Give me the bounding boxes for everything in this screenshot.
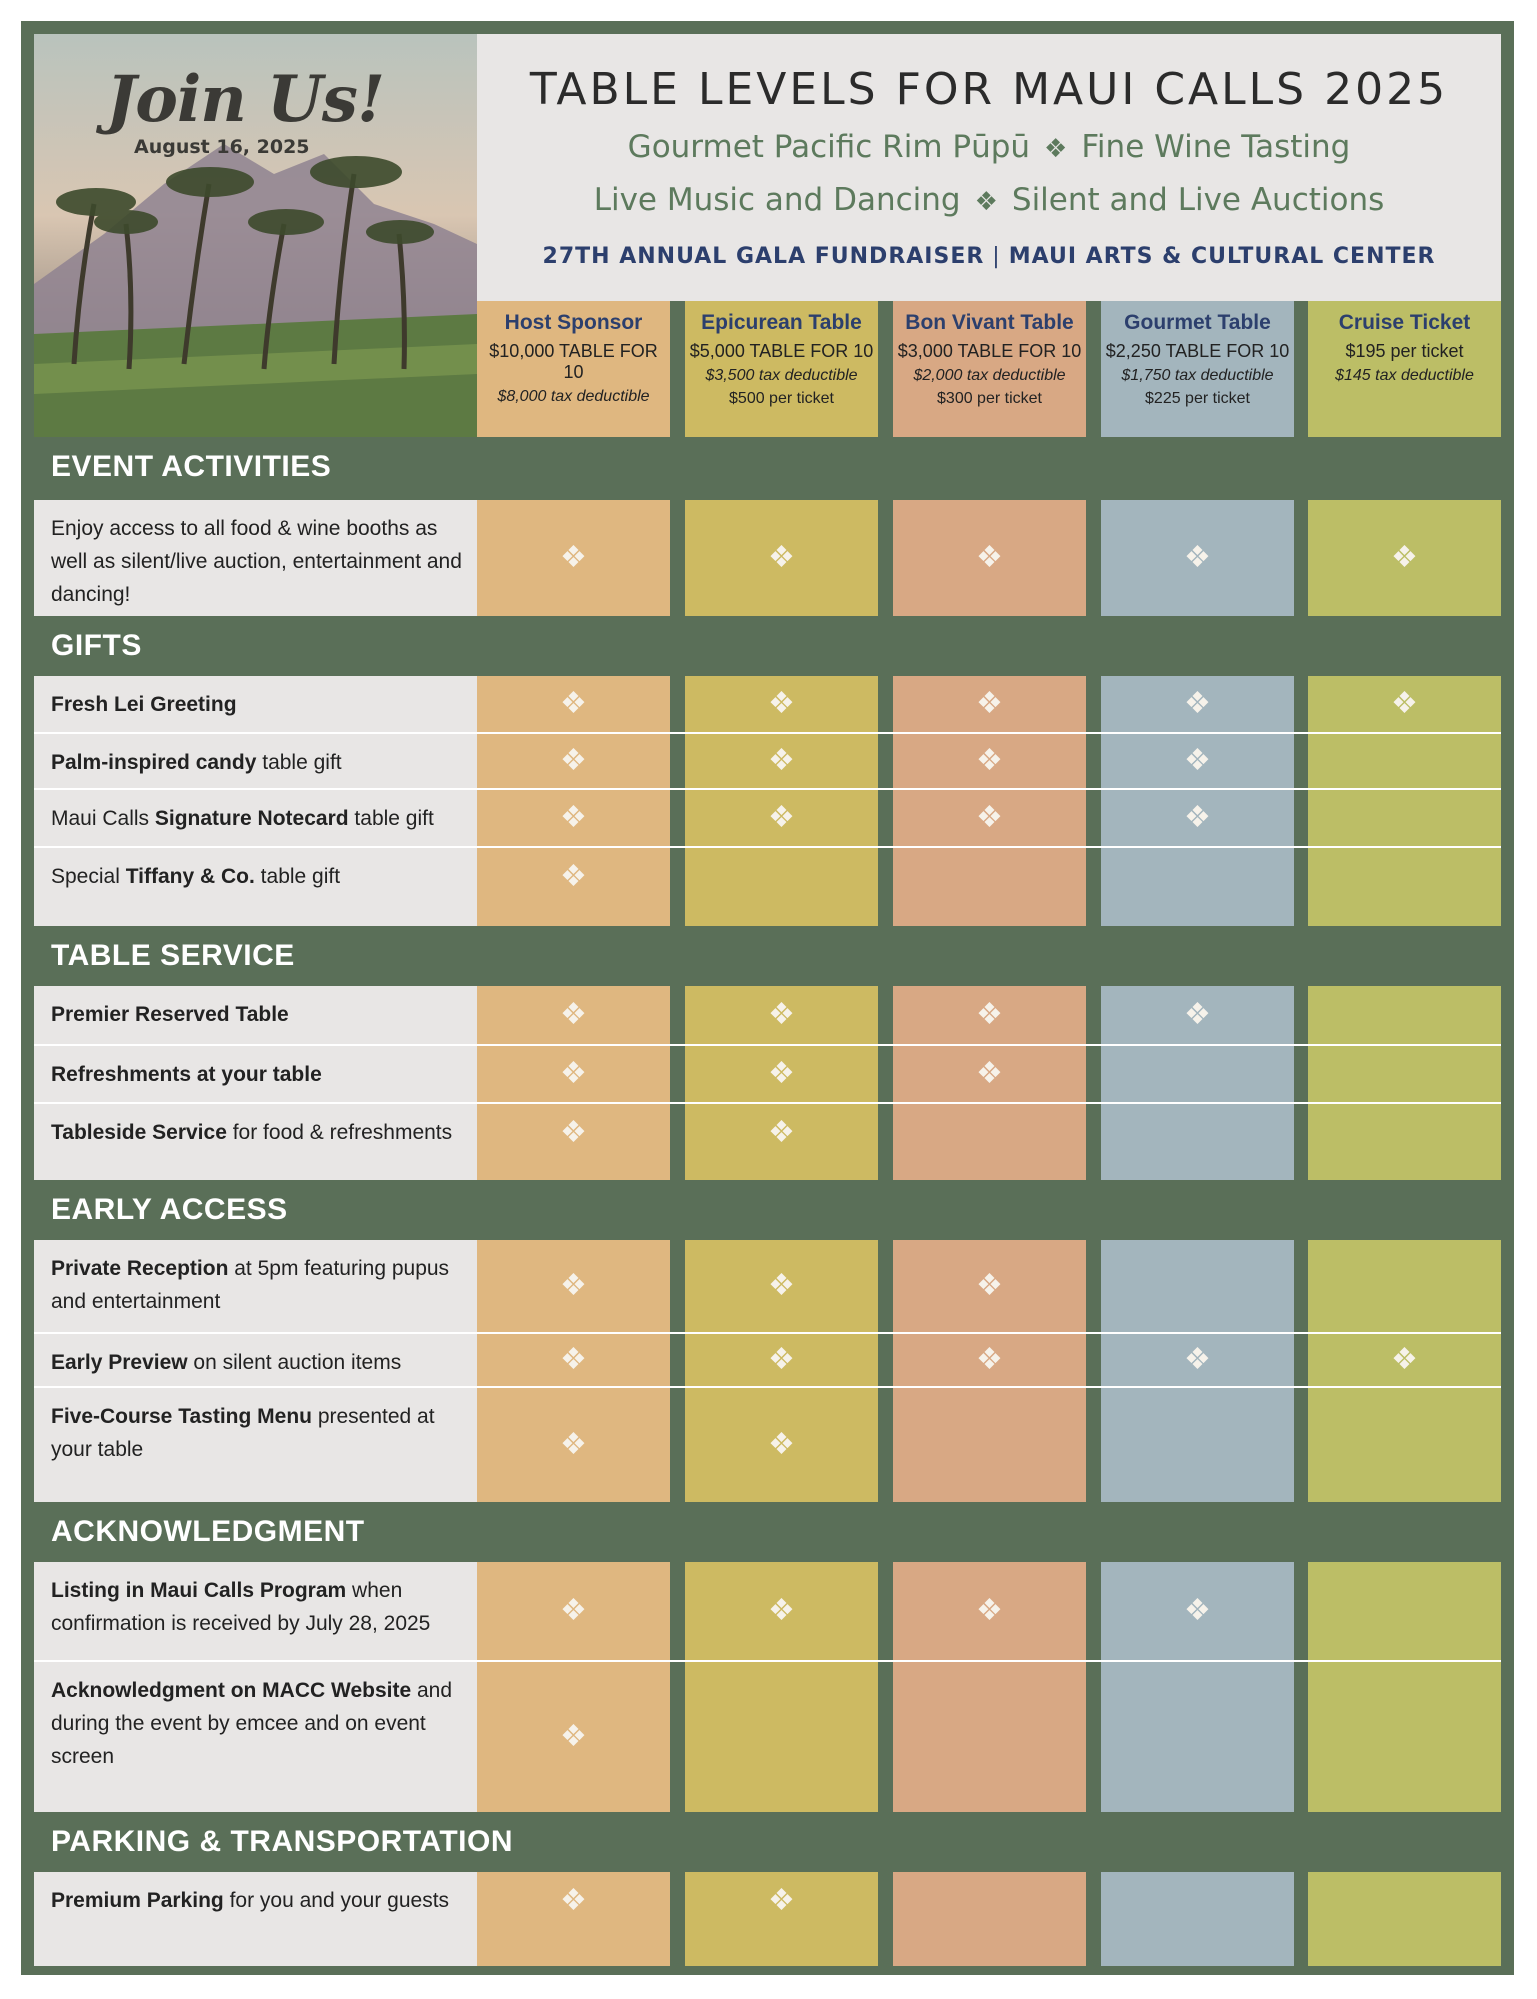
subtitle-line-1 [477,129,1501,165]
included-check-icon: ❖ [560,1884,587,1917]
included-check-icon: ❖ [1184,1343,1211,1376]
included-check-icon: ❖ [1184,801,1211,834]
cell-epicurean [685,1104,878,1180]
included-check-icon: ❖ [768,1884,795,1917]
tagline [477,244,1501,269]
benefit-label [34,1104,477,1180]
cell-gourmet [1101,500,1294,616]
cell-cruise-ticket [1308,1240,1501,1332]
section-heading: GIFTS [51,629,142,662]
benefit-label-text: table gift [348,807,434,830]
table-row [34,1562,1501,1660]
benefit-label [34,790,477,846]
palm-painting [34,34,477,437]
table-row [34,1388,1501,1502]
tier-name: Cruise Ticket [1338,311,1471,334]
cell-cruise-ticket [1308,734,1501,788]
included-check-icon: ❖ [976,687,1003,720]
included-check-icon: ❖ [976,541,1003,574]
benefit-label [34,500,477,616]
cell-epicurean [685,1662,878,1812]
included-check-icon: ❖ [560,1057,587,1090]
benefit-label-bold: Signature Notecard [154,807,349,830]
table-row [34,1662,1501,1812]
cell-gourmet [1101,1104,1294,1180]
tier-tax-deductible: $3,500 tax deductible [705,367,858,384]
cell-bon-vivant [893,790,1086,846]
benefit-label-bold: Premium Parking [51,1889,224,1912]
included-check-icon: ❖ [976,998,1003,1031]
cell-epicurean [685,1240,878,1332]
benefit-label-bold: Refreshments at your table [51,1063,322,1086]
included-check-icon: ❖ [768,1594,795,1627]
benefit-label-bold: Palm-inspired candy [51,751,257,774]
tier-price: $3,000 TABLE FOR 10 [897,341,1082,361]
cell-bon-vivant [893,676,1086,732]
cell-bon-vivant [893,1388,1086,1502]
cell-epicurean [685,1872,878,1966]
benefit-label-bold: Premier Reserved Table [51,1003,289,1026]
cell-host-sponsor [477,734,670,788]
cell-cruise-ticket [1308,1334,1501,1386]
benefit-label-text: when confirmation is received by July 28, 2025 [51,1579,431,1635]
cell-epicurean [685,1388,878,1502]
included-check-icon: ❖ [560,1428,587,1461]
separator-icon: ❖ [974,187,998,217]
included-check-icon: ❖ [768,687,795,720]
cell-epicurean [685,986,878,1044]
benefit-label [34,676,477,732]
included-check-icon: ❖ [768,1116,795,1149]
tier-header-cruise-ticket [1308,301,1501,437]
cell-host-sponsor [477,1240,670,1332]
cell-bon-vivant [893,500,1086,616]
cell-gourmet [1101,734,1294,788]
cell-cruise-ticket [1308,1388,1501,1502]
included-check-icon: ❖ [976,1594,1003,1627]
included-check-icon: ❖ [560,860,587,893]
subtitle-item: Live Music and Dancing [593,182,961,218]
event-date: August 16, 2025 [134,136,310,158]
benefit-label-text: Special [51,865,126,888]
cell-host-sponsor [477,790,670,846]
cell-gourmet [1101,848,1294,926]
cell-gourmet [1101,1872,1294,1966]
included-check-icon: ❖ [976,1269,1003,1302]
tier-price: $195 per ticket [1345,341,1464,361]
cell-epicurean [685,848,878,926]
cell-cruise-ticket [1308,1104,1501,1180]
benefit-label-text: on silent auction items [187,1351,402,1374]
page-title: TABLE LEVELS FOR MAUI CALLS 2025 [529,64,1449,115]
included-check-icon: ❖ [1391,1343,1418,1376]
cell-epicurean [685,676,878,732]
benefit-label-text: Maui Calls [51,807,155,830]
cell-epicurean [685,500,878,616]
included-check-icon: ❖ [976,1057,1003,1090]
benefit-label-text: table gift [254,865,341,888]
benefit-label [34,1240,477,1332]
cell-host-sponsor [477,676,670,732]
benefit-label [34,1388,477,1502]
table-row [34,848,1501,926]
cell-epicurean [685,790,878,846]
cell-gourmet [1101,1334,1294,1386]
benefit-label-text: and during the event by emcee and on event screen [51,1679,453,1768]
included-check-icon: ❖ [768,998,795,1031]
cell-host-sponsor [477,1562,670,1660]
cell-cruise-ticket [1308,676,1501,732]
included-check-icon: ❖ [768,801,795,834]
tier-tax-deductible: $8,000 tax deductible [497,388,650,405]
table-row [34,500,1501,616]
benefit-label [34,986,477,1044]
cell-gourmet [1101,986,1294,1044]
cell-gourmet [1101,1662,1294,1812]
table-row [34,1334,1501,1386]
tier-header-gourmet [1101,301,1294,437]
cell-gourmet [1101,1562,1294,1660]
table-row [34,734,1501,788]
benefit-label-bold: Early Preview [51,1351,188,1374]
cell-host-sponsor [477,1388,670,1502]
tier-tax-deductible: $1,750 tax deductible [1121,367,1274,384]
benefit-label-bold: Acknowledgment on MACC Website [51,1679,412,1702]
benefit-label [34,1334,477,1386]
cell-bon-vivant [893,1872,1086,1966]
benefit-label-text: table gift [256,751,342,774]
benefit-label [34,1562,477,1660]
benefit-label-text: for you and your guests [223,1889,450,1912]
section-heading: ACKNOWLEDGMENT [51,1515,365,1548]
benefit-label-text: at 5pm featuring pupus and entertainment [51,1257,450,1313]
subtitle-item: Gourmet Pacific Rim Pūpū [627,129,1031,165]
section-heading: EVENT ACTIVITIES [51,449,332,483]
benefit-label-bold: Tableside Service [51,1121,227,1144]
section-heading: EARLY ACCESS [51,1193,288,1226]
cell-bon-vivant [893,1046,1086,1102]
cell-cruise-ticket [1308,848,1501,926]
tier-price: $5,000 TABLE FOR 10 [689,341,874,361]
table-row [34,986,1501,1044]
included-check-icon: ❖ [1184,687,1211,720]
header [34,34,1501,437]
cell-bon-vivant [893,1334,1086,1386]
benefit-label-bold: Listing in Maui Calls Program [51,1579,347,1602]
cell-bon-vivant [893,734,1086,788]
cell-gourmet [1101,1046,1294,1102]
included-check-icon: ❖ [1391,541,1418,574]
benefit-label-text: Enjoy access to all food & wine booths as well as silent/live auction, entertainment and dancing! [51,517,462,606]
cell-host-sponsor [477,1046,670,1102]
join-us-heading: Join Us! [106,62,385,137]
subtitle-item: Silent and Live Auctions [1011,182,1385,218]
tier-tax-deductible: $145 tax deductible [1335,367,1474,384]
section-heading: PARKING & TRANSPORTATION [51,1825,513,1858]
cell-bon-vivant [893,1562,1086,1660]
tier-per-ticket: $300 per ticket [937,390,1042,407]
cell-cruise-ticket [1308,1046,1501,1102]
section-heading: TABLE SERVICE [51,939,295,972]
benefit-label-text: presented at your table [51,1405,435,1461]
included-check-icon: ❖ [560,1720,587,1753]
tier-price: $10,000 TABLE FOR 10 [489,341,658,382]
cell-epicurean [685,1562,878,1660]
benefit-label-bold: Five-Course Tasting Menu [51,1405,312,1428]
benefit-label [34,1662,477,1812]
cell-cruise-ticket [1308,986,1501,1044]
table-row [34,1104,1501,1180]
benefit-label-bold: Private Reception [51,1257,229,1280]
cell-epicurean [685,1334,878,1386]
cell-host-sponsor [477,986,670,1044]
included-check-icon: ❖ [1184,541,1211,574]
included-check-icon: ❖ [560,1116,587,1149]
cell-host-sponsor [477,500,670,616]
included-check-icon: ❖ [1391,687,1418,720]
cell-gourmet [1101,1388,1294,1502]
cell-cruise-ticket [1308,1662,1501,1812]
title-panel [477,34,1501,301]
tagline-right: MAUI ARTS & CULTURAL CENTER [1008,244,1436,269]
cell-bon-vivant [893,1104,1086,1180]
cell-bon-vivant [893,1240,1086,1332]
table-row [34,1240,1501,1332]
cell-gourmet [1101,1240,1294,1332]
cell-epicurean [685,1046,878,1102]
included-check-icon: ❖ [768,1057,795,1090]
cell-host-sponsor [477,1662,670,1812]
tier-name: Epicurean Table [701,311,862,334]
included-check-icon: ❖ [560,1269,587,1302]
included-check-icon: ❖ [768,744,795,777]
cell-cruise-ticket [1308,790,1501,846]
cell-host-sponsor [477,848,670,926]
tier-header-epicurean [685,301,878,437]
included-check-icon: ❖ [560,1594,587,1627]
tier-price: $2,250 TABLE FOR 10 [1105,341,1290,361]
benefit-label [34,734,477,788]
included-check-icon: ❖ [768,1428,795,1461]
benefit-label [34,1872,477,1966]
table-row [34,676,1501,732]
included-check-icon: ❖ [1184,998,1211,1031]
included-check-icon: ❖ [768,1343,795,1376]
tier-header-bon-vivant [893,301,1086,437]
table-row [34,1872,1501,1966]
included-check-icon: ❖ [1184,1594,1211,1627]
benefit-label [34,848,477,926]
subtitle-line-2 [477,182,1501,218]
tagline-left: 27TH ANNUAL GALA FUNDRAISER [542,244,985,269]
included-check-icon: ❖ [560,541,587,574]
benefit-label-bold: Fresh Lei Greeting [51,693,237,716]
tier-name: Bon Vivant Table [905,311,1074,334]
tier-per-ticket: $500 per ticket [729,390,834,407]
tier-per-ticket: $225 per ticket [1145,390,1250,407]
included-check-icon: ❖ [768,541,795,574]
subtitle-item: Fine Wine Tasting [1081,129,1351,165]
included-check-icon: ❖ [976,744,1003,777]
cell-epicurean [685,734,878,788]
included-check-icon: ❖ [560,998,587,1031]
benefit-label-text: for food & refreshments [226,1121,453,1144]
cell-cruise-ticket [1308,500,1501,616]
cell-host-sponsor [477,1104,670,1180]
cell-host-sponsor [477,1872,670,1966]
included-check-icon: ❖ [768,1269,795,1302]
tier-name: Gourmet Table [1124,311,1271,334]
included-check-icon: ❖ [560,687,587,720]
cell-cruise-ticket [1308,1872,1501,1966]
tier-header-host-sponsor [477,301,670,437]
included-check-icon: ❖ [560,744,587,777]
cell-gourmet [1101,676,1294,732]
cell-cruise-ticket [1308,1562,1501,1660]
cell-host-sponsor [477,1334,670,1386]
included-check-icon: ❖ [560,801,587,834]
tagline-divider: | [992,244,1001,269]
cell-bon-vivant [893,848,1086,926]
cell-gourmet [1101,790,1294,846]
table-row [34,1046,1501,1102]
benefit-label-bold: Tiffany & Co. [125,865,255,888]
benefit-label [34,1046,477,1102]
cell-bon-vivant [893,1662,1086,1812]
cell-bon-vivant [893,986,1086,1044]
included-check-icon: ❖ [560,1343,587,1376]
included-check-icon: ❖ [976,1343,1003,1376]
table-row [34,790,1501,846]
included-check-icon: ❖ [976,801,1003,834]
tier-name: Host Sponsor [504,311,643,334]
tier-tax-deductible: $2,000 tax deductible [913,367,1066,384]
included-check-icon: ❖ [1184,744,1211,777]
separator-icon: ❖ [1044,134,1068,164]
